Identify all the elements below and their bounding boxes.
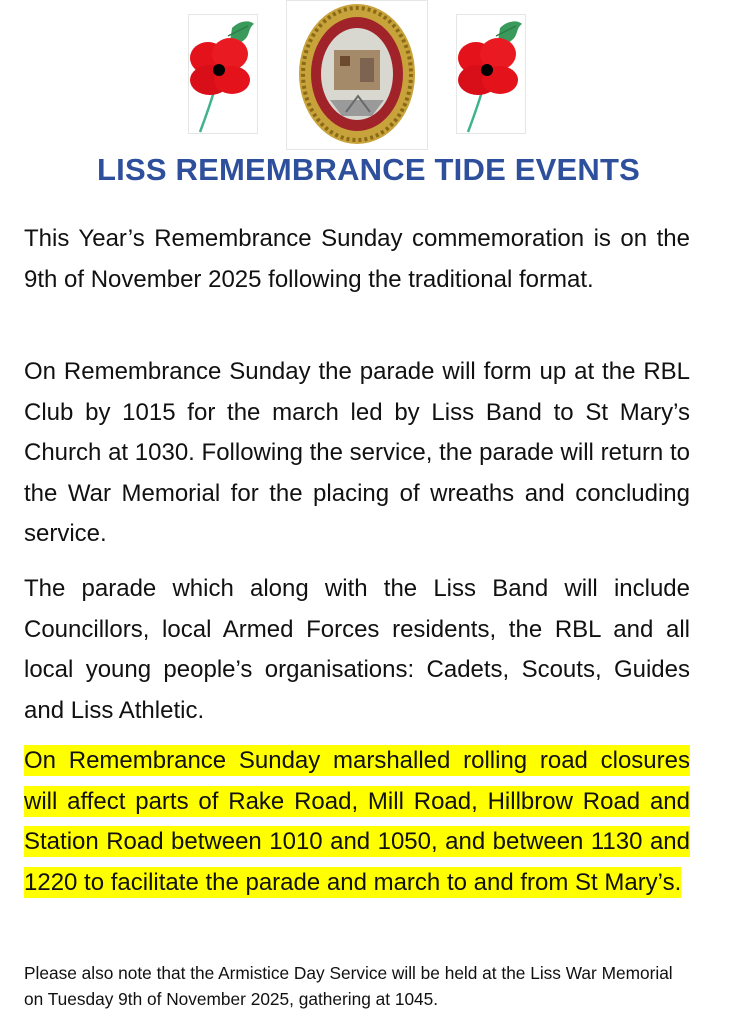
paragraph-road-closures (24, 741, 690, 903)
header-images (0, 0, 737, 150)
poppy-right-icon (456, 14, 526, 134)
paragraph-parade-route: On Remembrance Sunday the parade will form up at the RBL Club by 1015 for the march led by Liss Band to St Mary’s Church at 1030. Following the service, the parade will return to the War Memorial for the placing of wreaths and concluding service. (24, 358, 690, 547)
paragraph-parade-participants: The parade which along with the Liss Band will include Councillors, local Armed Forces residents, the RBL and all local young people’s organisations: Cadets, Scouts, Guides and Liss Athletic. (24, 575, 690, 724)
poppy-left-icon (188, 14, 258, 134)
paragraph-commemoration-date: This Year’s Remembrance Sunday commemoration is on the 9th of November 2025 following the traditional format. (24, 225, 690, 293)
page-title: LISS REMEMBRANCE TIDE EVENTS (97, 152, 640, 187)
parish-council-crest (286, 0, 428, 150)
highlighted-road-closures-text: On Remembrance Sunday marshalled rolling road closures will affect parts of Rake Road, Mill Road, Hillbrow Road and Station Road between 1010 and 1050, and between 1130 and 1220 to facilitate the parade and march to and from St Mary’s. (24, 747, 690, 896)
armistice-day-note: Please also note that the Armistice Day Service will be held at the Liss War Memorial on Tuesday 9th of November 2025, gathering at 1045. (24, 963, 673, 1009)
